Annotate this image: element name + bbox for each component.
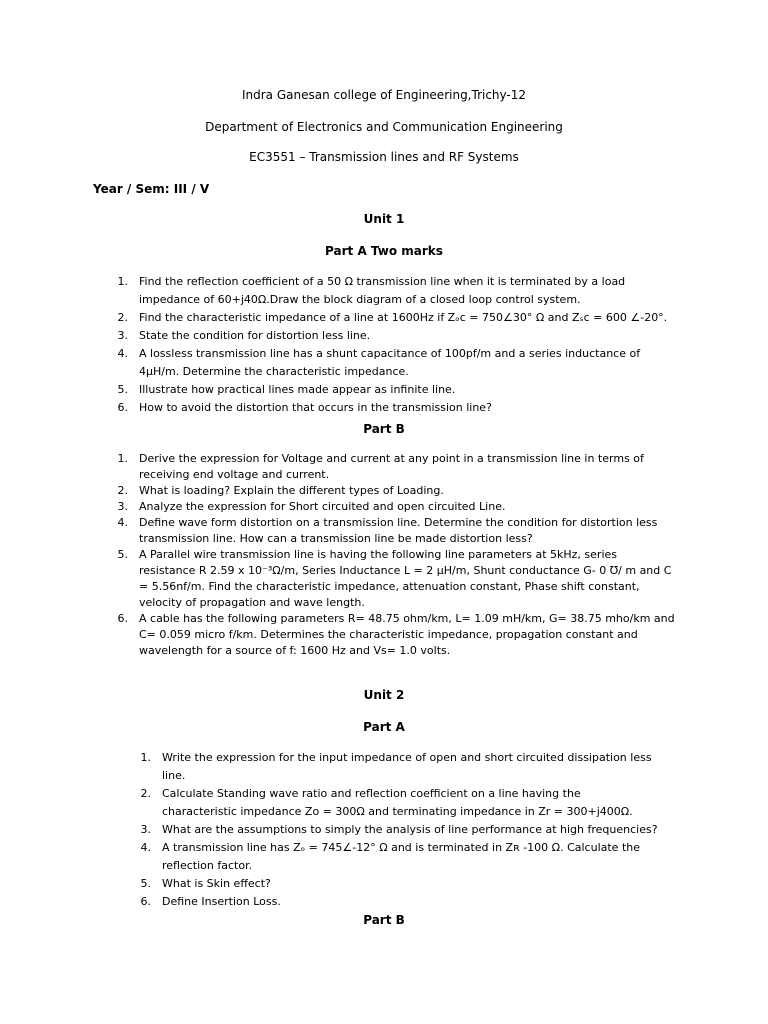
- question-text: Calculate Standing wave ratio and reflection coefficient on a line having the characteristic impedance Zo = 300Ω and terminating impedance in Zr = 300+j400Ω.: [162, 787, 633, 818]
- question-number: 4.: [140, 841, 151, 854]
- unit1-title: Unit 1: [363, 212, 405, 226]
- question-text: How to avoid the distortion that occurs in the transmission line?: [139, 401, 492, 414]
- question-number: 4.: [117, 516, 128, 529]
- question-number: 5.: [140, 877, 151, 890]
- question-item: [116, 499, 676, 515]
- question-text: Find the characteristic impedance of a line at 1600Hz if Zₒc = 750∠30° Ω and Zₛc = 600 ∠-20°.: [139, 311, 668, 324]
- question-item: [116, 515, 676, 547]
- question-number: 6.: [140, 895, 151, 908]
- question-number: 6.: [117, 401, 128, 414]
- question-number: 2.: [117, 484, 128, 497]
- question-item: [139, 875, 659, 893]
- question-item: [116, 399, 676, 417]
- course-title: EC3551 – Transmission lines and RF Systems: [249, 150, 519, 164]
- question-text: Define wave form distortion on a transmission line. Determine the condition for distortion less transmission line. How can a transmission line be made distortion less?: [139, 516, 658, 545]
- question-text: Derive the expression for Voltage and current at any point in a transmission line in terms of receiving end voltage and current.: [139, 452, 644, 481]
- question-item: [116, 309, 676, 327]
- question-text: Write the expression for the input impedance of open and short circuited dissipation less line.: [162, 751, 652, 782]
- unit2-title: Unit 2: [363, 688, 405, 702]
- unit1-partA-title: Part A Two marks: [325, 244, 443, 258]
- college-name: Indra Ganesan college of Engineering,Trichy-12: [241, 88, 527, 102]
- question-text: Find the reflection coefficient of a 50 Ω transmission line when it is terminated by a load impedance of 60+j40Ω.Draw the block diagram of a closed loop control system.: [139, 275, 626, 306]
- unit1-partB-list: [116, 451, 676, 659]
- question-number: 1.: [117, 452, 128, 465]
- question-item: [116, 451, 676, 483]
- question-number: 1.: [140, 751, 151, 764]
- question-item: [116, 345, 676, 381]
- question-item: [139, 785, 659, 821]
- unit1-partB-title: Part B: [363, 422, 405, 436]
- question-item: [139, 749, 659, 785]
- year-sem: Year / Sem: III / V: [93, 182, 210, 196]
- question-text: State the condition for distortion less line.: [139, 329, 371, 342]
- question-item: [116, 381, 676, 399]
- question-number: 2.: [117, 311, 128, 324]
- question-item: [139, 893, 659, 911]
- unit2-partB-title: Part B: [363, 913, 405, 927]
- question-item: [139, 839, 659, 875]
- question-number: 3.: [117, 329, 128, 342]
- unit2-partA-title: Part A: [363, 720, 405, 734]
- question-item: [116, 547, 676, 611]
- question-number: 5.: [117, 548, 128, 561]
- question-number: 2.: [140, 787, 151, 800]
- question-number: 3.: [117, 500, 128, 513]
- question-text: Define Insertion Loss.: [162, 895, 281, 908]
- question-text: What are the assumptions to simply the analysis of line performance at high frequencies?: [162, 823, 658, 836]
- question-number: 6.: [117, 612, 128, 625]
- question-text: A Parallel wire transmission line is having the following line parameters at 5kHz, series resistance R 2.59 x 10⁻³Ω/m, Series Inductance L = 2 µH/m, Shunt conductance G- 0 ℧/ m and C = 5.56nf/m. Find the characteristic impedance, attenuation constant, Phase shift constant, velocity of propagation and wave length.: [139, 548, 672, 609]
- question-number: 4.: [117, 347, 128, 360]
- unit1-partA-list: [116, 273, 676, 417]
- question-number: 1.: [117, 275, 128, 288]
- question-text: A transmission line has Zₒ = 745∠-12° Ω and is terminated in Zʀ -100 Ω. Calculate the reflection factor.: [162, 841, 641, 872]
- unit2-partA-list: [139, 749, 659, 911]
- question-item: [116, 273, 676, 309]
- question-item: [116, 483, 676, 499]
- question-text: A cable has the following parameters R= 48.75 ohm/km, L= 1.09 mH/km, G= 38.75 mho/km and C= 0.059 micro f/km. Determines the characteristic impedance, propagation constant and wavelength for a source of f: 1600 Hz and Vs= 1.0 volts.: [139, 612, 675, 657]
- question-text: What is loading? Explain the different types of Loading.: [139, 484, 444, 497]
- department-name: Department of Electronics and Communication Engineering: [205, 120, 563, 134]
- question-number: 5.: [117, 383, 128, 396]
- question-item: [116, 327, 676, 345]
- question-text: What is Skin effect?: [162, 877, 271, 890]
- question-text: A lossless transmission line has a shunt capacitance of 100pf/m and a series inductance of 4µH/m. Determine the characteristic impedance.: [139, 347, 641, 378]
- question-text: Analyze the expression for Short circuited and open circuited Line.: [139, 500, 506, 513]
- question-item: [116, 611, 676, 659]
- question-number: 3.: [140, 823, 151, 836]
- question-item: [139, 821, 659, 839]
- question-text: Illustrate how practical lines made appear as infinite line.: [139, 383, 456, 396]
